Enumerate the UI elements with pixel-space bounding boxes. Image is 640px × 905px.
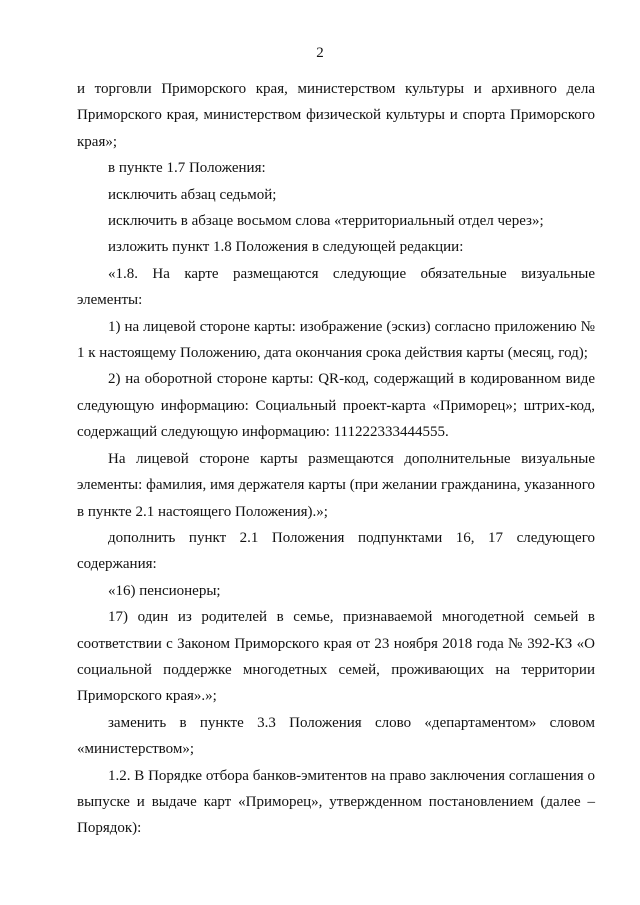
paragraph-pensioners: «16) пенсионеры;	[108, 582, 221, 599]
paragraph-additional-elements: На лицевой стороне карты размещаются дополнительные визуальные элементы: фамилия, имя держателя карты (при желании гражданина, указанного в пункте 2.1 настоящего Положения).»;	[77, 450, 595, 520]
paragraph-front-side: 1) на лицевой стороне карты: изображение (эскиз) согласно приложению № 1 к настоящему Положению, дата окончания срока действия карты (месяц, год);	[77, 318, 595, 362]
page-number: 2	[316, 45, 324, 61]
paragraph-replace-3-3: заменить в пункте 3.3 Положения слово «департаментом» словом «министерством»;	[77, 714, 595, 758]
paragraph-supplement-2-1: дополнить пункт 2.1 Положения подпунктами 16, 17 следующего содержания:	[77, 529, 595, 573]
paragraph-exclude-seventh: исключить абзац седьмой;	[108, 186, 277, 203]
paragraph-continuation: и торговли Приморского края, министерством культуры и архивного дела Приморского края, министерством физической культуры и спорта Приморского края»;	[77, 81, 595, 150]
document-body	[77, 76, 595, 842]
paragraph-1-2-procedure: 1.2. В Порядке отбора банков-эмитентов на право заключения соглашения о выпуске и выдаче карт «Приморец», утвержденном постановлением (далее – Порядок):	[77, 767, 595, 837]
paragraph-back-side: 2) на оборотной стороне карты: QR-код, содержащий в кодированном виде следующую информацию: Социальный проект-карта «Приморец»; штрих-код, содержащий следующую информацию: 111222333444555.	[77, 371, 595, 441]
paragraph-point-1-7: в пункте 1.7 Положения:	[108, 160, 266, 177]
paragraph-restate-1-8: изложить пункт 1.8 Положения в следующей редакции:	[108, 239, 464, 256]
paragraph-exclude-words: исключить в абзаце восьмом слова «территориальный отдел через»;	[108, 213, 544, 230]
paragraph-large-families: 17) один из родителей в семье, признаваемой многодетной семьей в соответствии с Законом Приморского края от 23 ноября 2018 года № 392-КЗ «О социальной поддержке многодетных семей, проживающих на территории Приморского края».»;	[77, 609, 595, 705]
paragraph-1-8-elements: «1.8. На карте размещаются следующие обязательные визуальные элементы:	[77, 265, 595, 309]
